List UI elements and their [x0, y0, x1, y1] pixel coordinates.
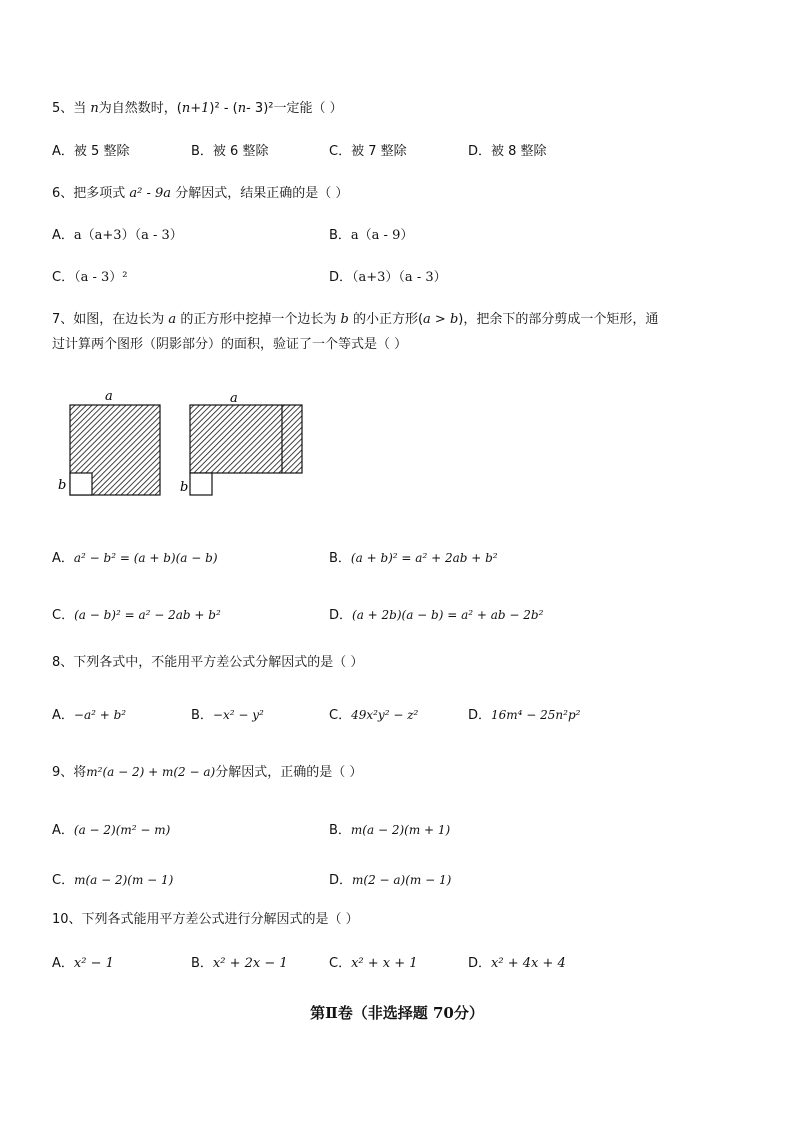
- q7-option-c[interactable]: [52, 606, 221, 625]
- left-square-figure: [58, 389, 160, 495]
- option-letter: A．: [52, 708, 74, 723]
- q6-stem-expr: a² - 9a: [129, 186, 172, 201]
- q9-option-b[interactable]: [329, 821, 450, 840]
- q8-option-b[interactable]: [191, 706, 264, 725]
- q9-option-d[interactable]: [329, 871, 451, 890]
- section-title: 第Ⅱ卷（非选择题 70分）: [310, 1004, 484, 1022]
- q9-stem-suffix: 分解因式，正确的是（ ）: [215, 765, 363, 780]
- option-letter: D．: [329, 270, 353, 285]
- q7-option-a[interactable]: [52, 549, 218, 568]
- option-text: x² + 2x − 1: [212, 956, 288, 971]
- q9-stem: [52, 763, 362, 782]
- q6-stem: [52, 185, 348, 203]
- option-text: 49x²y² − z²: [351, 708, 419, 722]
- q7-var-a: a: [168, 312, 177, 327]
- option-letter: A．: [52, 228, 74, 243]
- q5-option-a[interactable]: [52, 143, 129, 161]
- option-text: 被 7 整除: [351, 144, 407, 159]
- option-letter: C．: [52, 873, 75, 888]
- q5-option-d[interactable]: [468, 143, 547, 161]
- option-letter: B．: [191, 956, 213, 971]
- q5-expr-part3: - 3)²一定能（ ）: [246, 101, 343, 116]
- q10-option-d[interactable]: [468, 955, 566, 973]
- q10-option-a[interactable]: [52, 955, 114, 973]
- q7-option-d[interactable]: [329, 606, 543, 625]
- right-shaded-rect: [190, 405, 302, 473]
- q7-line1-mid2: 的小正方形(: [352, 312, 424, 327]
- option-text: 被 6 整除: [212, 144, 269, 159]
- q5-var-n: n: [90, 101, 99, 116]
- option-letter: C．: [52, 270, 75, 285]
- q10-option-b[interactable]: [191, 955, 288, 973]
- q5-option-b[interactable]: [191, 143, 268, 161]
- left-label-b: b: [58, 478, 67, 493]
- q8-option-d[interactable]: [468, 706, 580, 725]
- option-text: (a + 2b)(a − b) = a² + ab − 2b²: [352, 608, 544, 622]
- q7-line1-suffix: )，把余下的部分剪成一个矩形，通: [458, 312, 659, 327]
- left-label-a: a: [105, 389, 113, 404]
- option-letter: D．: [329, 873, 353, 888]
- q7-stem-line1: [52, 311, 658, 329]
- q8-option-a[interactable]: [52, 706, 126, 725]
- option-text: （a - 3）²: [74, 270, 128, 285]
- q6-option-a[interactable]: [52, 227, 183, 245]
- option-text: m(2 − a)(m − 1): [352, 873, 452, 887]
- q9-option-c[interactable]: [52, 871, 173, 890]
- option-text: (a − 2)(m² − m): [73, 823, 171, 837]
- option-text: x² + x + 1: [351, 956, 418, 971]
- q7-figure: [55, 385, 315, 505]
- q6-option-d[interactable]: [329, 269, 447, 287]
- option-letter: B．: [329, 551, 351, 566]
- option-letter: C．: [329, 708, 352, 723]
- q9-option-a[interactable]: [52, 821, 170, 840]
- option-letter: D．: [468, 144, 492, 159]
- q6-stem-prefix: 6、把多项式: [52, 186, 126, 201]
- option-text: 16m⁴ − 25n²p²: [491, 708, 581, 722]
- q6-option-c[interactable]: [52, 269, 127, 287]
- q5-n-minus: n: [237, 101, 247, 116]
- option-letter: B．: [329, 228, 351, 243]
- option-letter: D．: [468, 956, 492, 971]
- option-letter: B．: [329, 823, 351, 838]
- option-text: 被 5 整除: [73, 144, 130, 159]
- q5-stem-prefix: 5、当: [52, 101, 87, 116]
- q10-option-c[interactable]: [329, 955, 418, 973]
- q9-stem-prefix: 9、将: [52, 765, 87, 780]
- option-text: a（a+3）（a - 3）: [73, 228, 183, 243]
- q6-option-b[interactable]: [329, 227, 413, 245]
- option-letter: A．: [52, 823, 74, 838]
- option-letter: A．: [52, 551, 74, 566]
- option-letter: C．: [329, 144, 352, 159]
- right-label-b: b: [180, 480, 189, 495]
- q7-option-b[interactable]: [329, 549, 498, 568]
- option-letter: A．: [52, 144, 74, 159]
- q7-var-b: b: [340, 312, 349, 327]
- q6-stem-suffix: 分解因式，结果正确的是（ ）: [175, 186, 349, 201]
- option-text: m(a − 2)(m − 1): [74, 873, 174, 887]
- option-text: −a² + b²: [73, 708, 127, 722]
- option-text: −x² − y²: [212, 708, 264, 722]
- q9-stem-expr: m²(a − 2) + m(2 − a): [86, 765, 216, 779]
- option-text: x² − 1: [73, 956, 114, 971]
- right-label-a: a: [230, 391, 238, 406]
- option-letter: C．: [329, 956, 352, 971]
- option-letter: B．: [191, 144, 213, 159]
- q5-option-c[interactable]: [329, 143, 407, 161]
- q5-stem: [52, 100, 343, 118]
- option-letter: D．: [468, 708, 492, 723]
- option-letter: D．: [329, 608, 353, 623]
- option-text: 被 8 整除: [491, 144, 547, 159]
- option-text: a（a - 9）: [350, 228, 414, 243]
- q5-n-plus-1: n+1: [181, 101, 210, 116]
- option-letter: C．: [52, 608, 75, 623]
- q7-line1-mid1: 的正方形中挖掉一个边长为: [180, 312, 337, 327]
- q7-condition: a > b: [423, 312, 459, 327]
- option-text: a² − b² = (a + b)(a − b): [73, 551, 218, 565]
- left-small-square: [70, 473, 92, 495]
- option-text: (a + b)² = a² + 2ab + b²: [350, 551, 498, 565]
- q5-expr-part2: )² - (: [209, 101, 238, 116]
- q5-stem-middle: 为自然数时，(: [98, 101, 182, 116]
- option-letter: B．: [191, 708, 213, 723]
- option-letter: A．: [52, 956, 74, 971]
- option-text: m(a − 2)(m + 1): [350, 823, 451, 837]
- option-text: (a − b)² = a² − 2ab + b²: [74, 608, 221, 622]
- option-text: x² + 4x + 4: [491, 956, 566, 971]
- right-small-square: [190, 473, 212, 495]
- q8-option-c[interactable]: [329, 706, 418, 725]
- q7-stem-line2: 过计算两个图形（阴影部分）的面积，验证了一个等式是（ ）: [52, 337, 408, 352]
- q8-stem: 8、下列各式中，不能用平方差公式分解因式的是（ ）: [52, 655, 364, 670]
- q10-stem: 10、下列各式能用平方差公式进行分解因式的是（ ）: [52, 912, 359, 927]
- q7-line1-prefix: 7、如图，在边长为: [52, 312, 165, 327]
- right-rect-figure: [180, 391, 302, 495]
- option-text: （a+3）（a - 3）: [352, 270, 447, 285]
